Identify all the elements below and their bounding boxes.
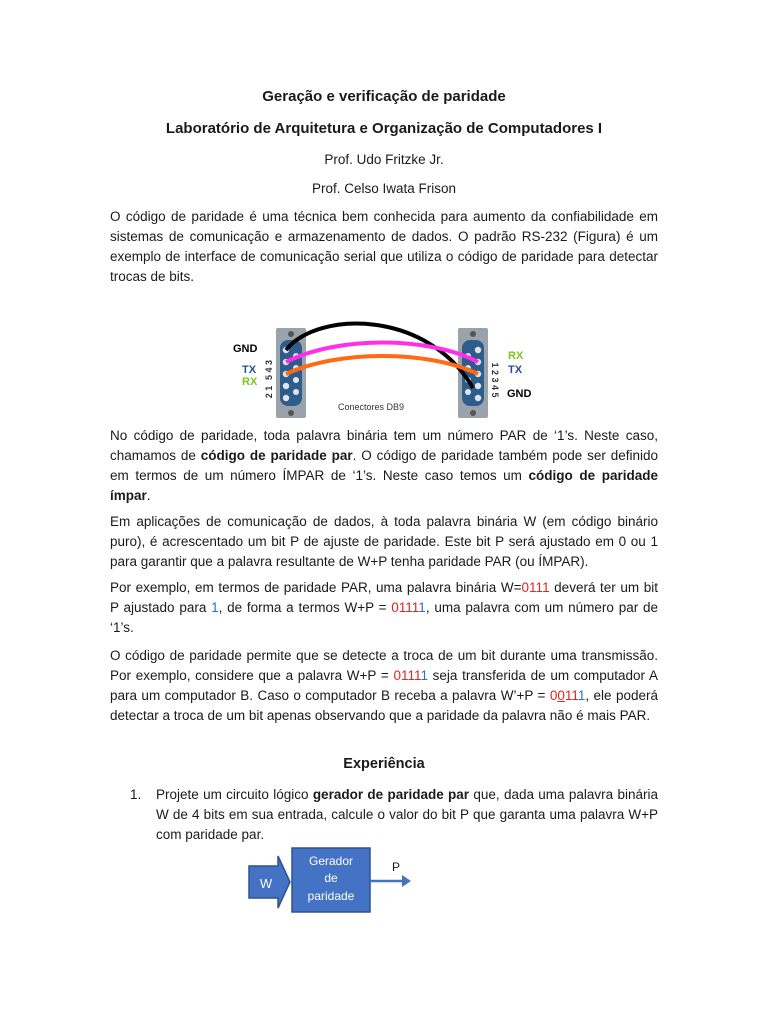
list-item bbox=[130, 785, 658, 847]
left-gnd-label: GND bbox=[233, 343, 258, 355]
left-pin-numbers-top: 5 4 3 bbox=[264, 359, 274, 381]
generator-block bbox=[292, 848, 370, 912]
right-rx-label: RX bbox=[508, 350, 524, 362]
paragraph-parity-definition: No código de paridade, toda palavra binária tem um número PAR de ‘1’s. Neste caso, chamamos de código de paridade par. O código de paridade também pode ser definido em termos de um número ÍMPAR de ‘1’s. Neste caso temos um código de paridade ímpar. bbox=[110, 428, 658, 503]
paragraph-parity-bit: Em aplicações de comunicação de dados, à toda palavra binária W (em código binário puro), é acrescentado um bit P de ajuste de paridade. Este bit P será ajustado em 0 ou 1 para garantir que a palavra resultante de W+P tenha paridade PAR (ou ÍMPAR). bbox=[110, 514, 658, 569]
paragraph-example: Por exemplo, em termos de paridade PAR, uma palavra binária W=0111 deverá ter um bit P ajustado para 1, de forma a termos W+P = 01111, uma palavra com um número par de ‘1’s. bbox=[110, 580, 659, 635]
db9-figure bbox=[228, 318, 532, 418]
block-label-line3: paridade bbox=[307, 889, 355, 903]
intro-paragraph: O código de paridade é uma técnica bem conhecida para aumento da confiabilidade em sistemas de comunicação e armazenamento de dados. O padrão RS-232 (Figura) é um exemplo de interface de comunicação serial que utiliza o código de paridade para detectar trocas de bits. bbox=[110, 209, 658, 284]
input-label: W bbox=[259, 876, 273, 891]
left-pin-numbers-bottom: 2 1 bbox=[264, 385, 274, 399]
parity-generator-diagram bbox=[246, 844, 416, 914]
author-1: Prof. Udo Fritzke Jr. bbox=[324, 152, 444, 167]
input-arrow bbox=[249, 856, 290, 908]
right-pin-numbers: 1 2 3 4 5 bbox=[490, 362, 500, 398]
list-item-text: Projete um circuito lógico gerador de paridade par que, dada uma palavra binária W de 4 bits em sua entrada, calcule o valor do bit P que garanta uma palavra W+P com paridade par. bbox=[156, 787, 658, 842]
paragraph-detection: O código de paridade permite que se detecte a troca de um bit durante uma transmissão. Por exemplo, considere que a palavra W+P = 01111 seja transferida de um computador A para um computador B. Caso o computador B receba a palavra W’+P = 00111, ele poderá detectar a troca de um bit apenas observando que a paridade da palavra não é mais PAR. bbox=[110, 648, 659, 723]
document-subtitle: Laboratório de Arquitetura e Organização de Computadores I bbox=[165, 120, 603, 137]
left-rx-label: RX bbox=[242, 376, 258, 388]
figure-caption: Conectores DB9 bbox=[337, 402, 405, 412]
block-label-line1: Gerador bbox=[308, 854, 354, 868]
document-title: Geração e verificação de paridade bbox=[262, 88, 506, 105]
output-arrow bbox=[370, 860, 411, 887]
author-2: Prof. Celso Iwata Frison bbox=[311, 181, 457, 196]
right-gnd-label: GND bbox=[507, 388, 532, 400]
list-number: 1. bbox=[130, 787, 142, 802]
right-tx-label: TX bbox=[508, 364, 523, 376]
output-label: P bbox=[391, 860, 401, 874]
section-heading: Experiência bbox=[343, 756, 425, 772]
left-tx-label: TX bbox=[242, 364, 257, 376]
block-label-line2: de bbox=[324, 871, 338, 885]
